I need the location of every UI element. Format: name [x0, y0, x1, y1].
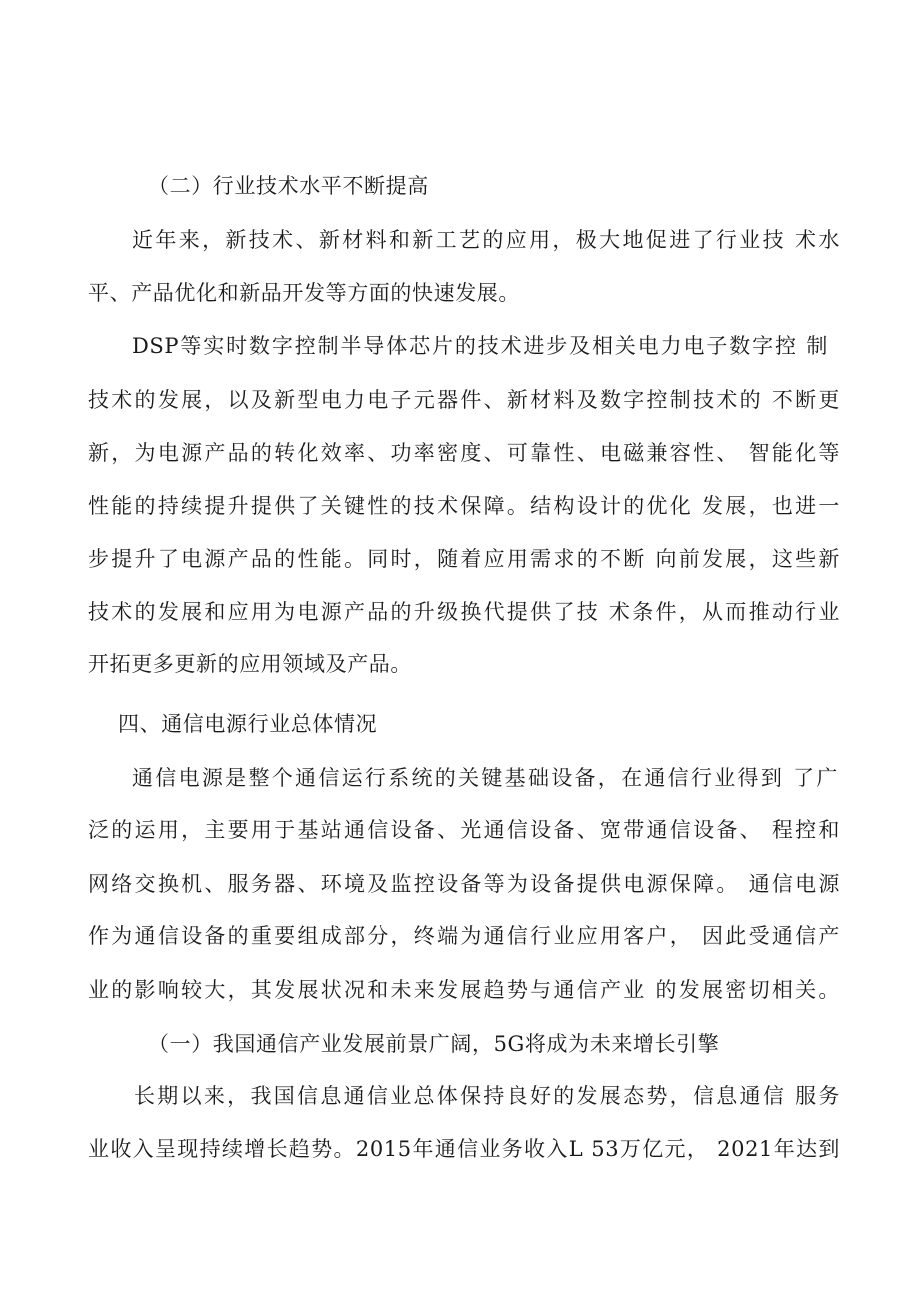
paragraph-line: 新，为电源产品的转化效率、功率密度、可靠性、电磁兼容性、 智能化等	[88, 441, 840, 465]
paragraph-line: 平、产品优化和新品开发等方面的快速发展。	[88, 281, 520, 305]
paragraph-line: 业收入呈现持续增长趋势。2015年通信业务收入L 53万亿元， 2021年达到	[88, 1137, 840, 1161]
paragraph-line: 通信电源是整个通信运行系统的关键基础设备，在通信行业得到 了广	[132, 766, 838, 790]
paragraph-line: 长期以来，我国信息通信业总体保持良好的发展态势，信息通信 服务	[134, 1084, 840, 1108]
paragraph-line: 泛的运用，主要用于基站通信设备、光通信设备、宽带通信设备、 程控和	[88, 818, 840, 842]
section-heading-5g: （一）我国通信产业发展前景广阔，5G将成为未来增长引擎	[148, 1032, 720, 1056]
paragraph-line: 网络交换机、服务器、环境及监控设备等为设备提供电源保障。 通信电源	[88, 872, 840, 896]
paragraph-line: 作为通信设备的重要组成部分，终端为通信行业应用客户， 因此受通信产	[88, 924, 840, 948]
paragraph-line: DSP等实时数字控制半导体芯片的技术进步及相关电力电子数字控 制	[132, 334, 828, 358]
paragraph-line: 技术的发展，以及新型电力电子元器件、新材料及数字控制技术的 不断更	[88, 388, 840, 412]
paragraph-line: 性能的持续提升提供了关键性的技术保障。结构设计的优化 发展，也进一	[88, 494, 840, 518]
paragraph-line: 业的影响较大，其发展状况和未来发展趋势与通信产业 的发展密切相关。	[88, 978, 840, 1002]
section-heading-tech-level: （二）行业技术水平不断提高	[148, 174, 429, 198]
paragraph-line: 近年来，新技术、新材料和新工艺的应用，极大地促进了行业技 术水	[132, 228, 840, 252]
paragraph-line: 开拓更多更新的应用领域及产品。	[88, 652, 412, 676]
paragraph-line: 技术的发展和应用为电源产品的升级换代提供了技 术条件，从而推动行业	[88, 600, 840, 624]
paragraph-line: 步提升了电源产品的性能。同时，随着应用需求的不断 向前发展，这些新	[88, 547, 840, 571]
section-heading-telecom-power: 四、通信电源行业总体情况	[118, 712, 378, 736]
